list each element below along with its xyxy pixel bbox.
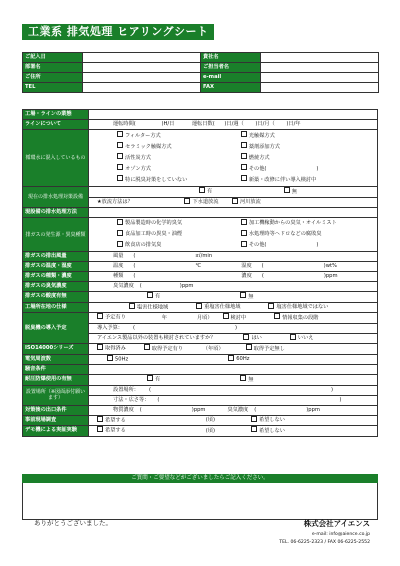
label-area: 工場所在地の仕様 [23, 302, 89, 313]
checkbox[interactable] [240, 375, 246, 381]
checkbox[interactable] [241, 230, 247, 236]
volume-field[interactable]: 風量 ( ㎥/min [89, 252, 378, 262]
email-field[interactable] [261, 73, 379, 83]
checkbox[interactable] [196, 303, 202, 309]
company-name: 株式会社アイエンス [303, 519, 370, 528]
page-title: 工業系 排気処理 ヒアリングシート [22, 24, 214, 40]
location-field[interactable]: 設置場所： ( ) [89, 385, 378, 395]
checkbox[interactable] [147, 292, 153, 298]
checkbox[interactable] [129, 303, 135, 309]
checkbox[interactable] [147, 375, 153, 381]
checkbox[interactable] [251, 416, 257, 422]
checkbox[interactable] [117, 131, 123, 137]
checkbox[interactable] [117, 164, 123, 170]
label-process: 現設備の排水処理方法 [23, 208, 89, 218]
checkbox[interactable] [117, 230, 123, 236]
checkbox[interactable] [268, 303, 274, 309]
checkbox[interactable] [184, 198, 190, 204]
odor-field[interactable]: 臭気濃度 ( )ppm [89, 282, 378, 292]
label-freq: 電気周波数 [23, 354, 89, 365]
dept-field[interactable] [83, 63, 201, 73]
checkbox[interactable] [274, 313, 280, 319]
label-demo: デモ機による実証実験 [23, 426, 89, 437]
label-address: ご住所 [23, 73, 83, 83]
tel-field[interactable] [83, 83, 201, 93]
process-field[interactable] [89, 208, 378, 218]
label-current: 現在の排水処理対策設備 [23, 187, 89, 208]
temp-field[interactable]: 温度 ( ℃ 湿度 ( )wt% [89, 262, 378, 272]
date-field[interactable] [83, 53, 201, 63]
label-industry: 工場・ラインの業態 [23, 110, 89, 120]
test-options: 希望する (頃) 希望しない [89, 415, 378, 426]
checkbox[interactable] [241, 142, 247, 148]
timing-budget[interactable]: 導入予算： ( ) [89, 323, 378, 333]
label-noise: 騒音条件 [23, 365, 89, 375]
label-temp: 排ガスの温度・湿度 [23, 262, 89, 272]
label-explosion: 耐圧防爆使用の有無 [23, 375, 89, 386]
label-tel: TEL [23, 83, 83, 93]
source-options: 製品製造時の化学的臭気 加工機稼動からの臭気・オイルミスト 食品加工時の異臭・油煙 水処理時等ヘドロなどの腐敗臭 飲食店の排気臭 その他( ) [89, 218, 378, 252]
checkbox[interactable] [97, 416, 103, 422]
line-field[interactable]: 運転時間( )H/日 運転日数( )日/週（ )日/月（ )日/年 [89, 120, 378, 130]
kind-field[interactable]: 種類 ( 濃度 ( )ppm [89, 272, 378, 282]
checkbox[interactable] [97, 426, 103, 432]
checkbox[interactable] [117, 241, 123, 247]
checkbox[interactable] [117, 142, 123, 148]
label-volume: 排ガスの排出風量 [23, 252, 89, 262]
demo-options: 希望する (頃) 希望しない [89, 426, 378, 437]
thanks-text: ありがとうございました。 [34, 519, 112, 527]
checkbox[interactable] [144, 344, 150, 350]
method-options: フィルター方式 光触媒方式 セラミック触媒方式 薬剤添加方式 活性炭方式 燃焼方式 オゾン方式 その他( ) 特に脱臭対策をしていない 新築・改修に伴い導入検討中 [89, 130, 378, 187]
checkbox[interactable] [284, 187, 290, 193]
label-target: 対策後の出口条件 [23, 405, 89, 415]
checkbox[interactable] [241, 175, 247, 181]
checkbox[interactable] [241, 164, 247, 170]
checkbox[interactable] [251, 426, 257, 432]
checkbox[interactable] [117, 219, 123, 225]
acid-yesno: 有 無 [89, 292, 378, 303]
noise-field[interactable] [89, 365, 378, 375]
timing-plan: 予定有り 年 月頃） 検討中 情報収集の段階 [89, 313, 378, 324]
checkbox[interactable] [246, 344, 252, 350]
company-phone: TEL. 06-6225-2323 / FAX 06-6225-2552 [279, 540, 370, 545]
company-email: e-mail: info@aience.co.jp [311, 532, 370, 537]
industry-field[interactable] [89, 110, 378, 120]
checkbox[interactable] [241, 131, 247, 137]
current-discharge: ★放流方法は？ 下水道放流 河川放流 [89, 197, 378, 208]
checkbox[interactable] [290, 334, 296, 340]
checkbox[interactable] [228, 355, 234, 361]
freq-options: 50Hz 60Hz [89, 354, 378, 365]
target-field[interactable]: 物質濃度 ( )ppm 臭気濃度 ( )ppm [89, 405, 378, 415]
size-field[interactable]: 寸法・広さ等： ( ) [89, 395, 378, 405]
checkbox[interactable] [243, 334, 249, 340]
label-dept: 部署名 [23, 63, 83, 73]
label-method: 循環水に混入しているもの [23, 130, 89, 187]
label-acid: 排ガスの酸度有無 [23, 292, 89, 303]
contact-table [22, 52, 379, 93]
explosion-yesno: 有 無 [89, 375, 378, 386]
label-line: ラインについて [23, 120, 89, 130]
company-field[interactable] [261, 53, 379, 63]
checkbox[interactable] [241, 153, 247, 159]
checkbox[interactable] [241, 219, 247, 225]
label-source: 排ガスの発生源・異臭種類 [23, 218, 89, 252]
main-table [22, 109, 378, 437]
checkbox[interactable] [232, 198, 238, 204]
label-person: ご担当者名 [201, 63, 261, 73]
checkbox[interactable] [199, 187, 205, 193]
label-timing: 脱臭機の導入予定 [23, 313, 89, 344]
checkbox[interactable] [97, 313, 103, 319]
address-field[interactable] [83, 73, 201, 83]
label-odor: 排ガスの臭気濃度 [23, 282, 89, 292]
checkbox[interactable] [117, 175, 123, 181]
iso-options: 取得済み 取得予定有り （年頃） 取得予定無し [89, 344, 378, 355]
label-location: 設置場所（※図面添付願います） [23, 385, 89, 405]
person-field[interactable] [261, 63, 379, 73]
label-iso: ISO14000シリーズ [23, 344, 89, 355]
label-company: 貴社名 [201, 53, 261, 63]
checkbox[interactable] [107, 355, 113, 361]
checkbox[interactable] [223, 313, 229, 319]
checkbox[interactable] [241, 241, 247, 247]
label-email: e-mail [201, 73, 261, 83]
area-options: 塩害仕様地域 重塩害仕様地域 塩害仕様地域ではない [89, 302, 378, 313]
label-date: ご記入日 [23, 53, 83, 63]
fax-field[interactable] [261, 83, 379, 93]
checkbox[interactable] [240, 292, 246, 298]
timing-other: アイエンス製品以外の装置も検討されていますか？ はい いいえ [89, 333, 378, 344]
label-test: 事前現場調査 [23, 415, 89, 426]
label-kind: 排ガスの種類・濃度 [23, 272, 89, 282]
label-fax: FAX [201, 83, 261, 93]
notes-header: ご質問・ご要望などがございましたらご記入ください。 [22, 474, 378, 483]
current-yesno: 有 無 [89, 187, 378, 198]
checkbox[interactable] [97, 344, 103, 350]
checkbox[interactable] [117, 153, 123, 159]
